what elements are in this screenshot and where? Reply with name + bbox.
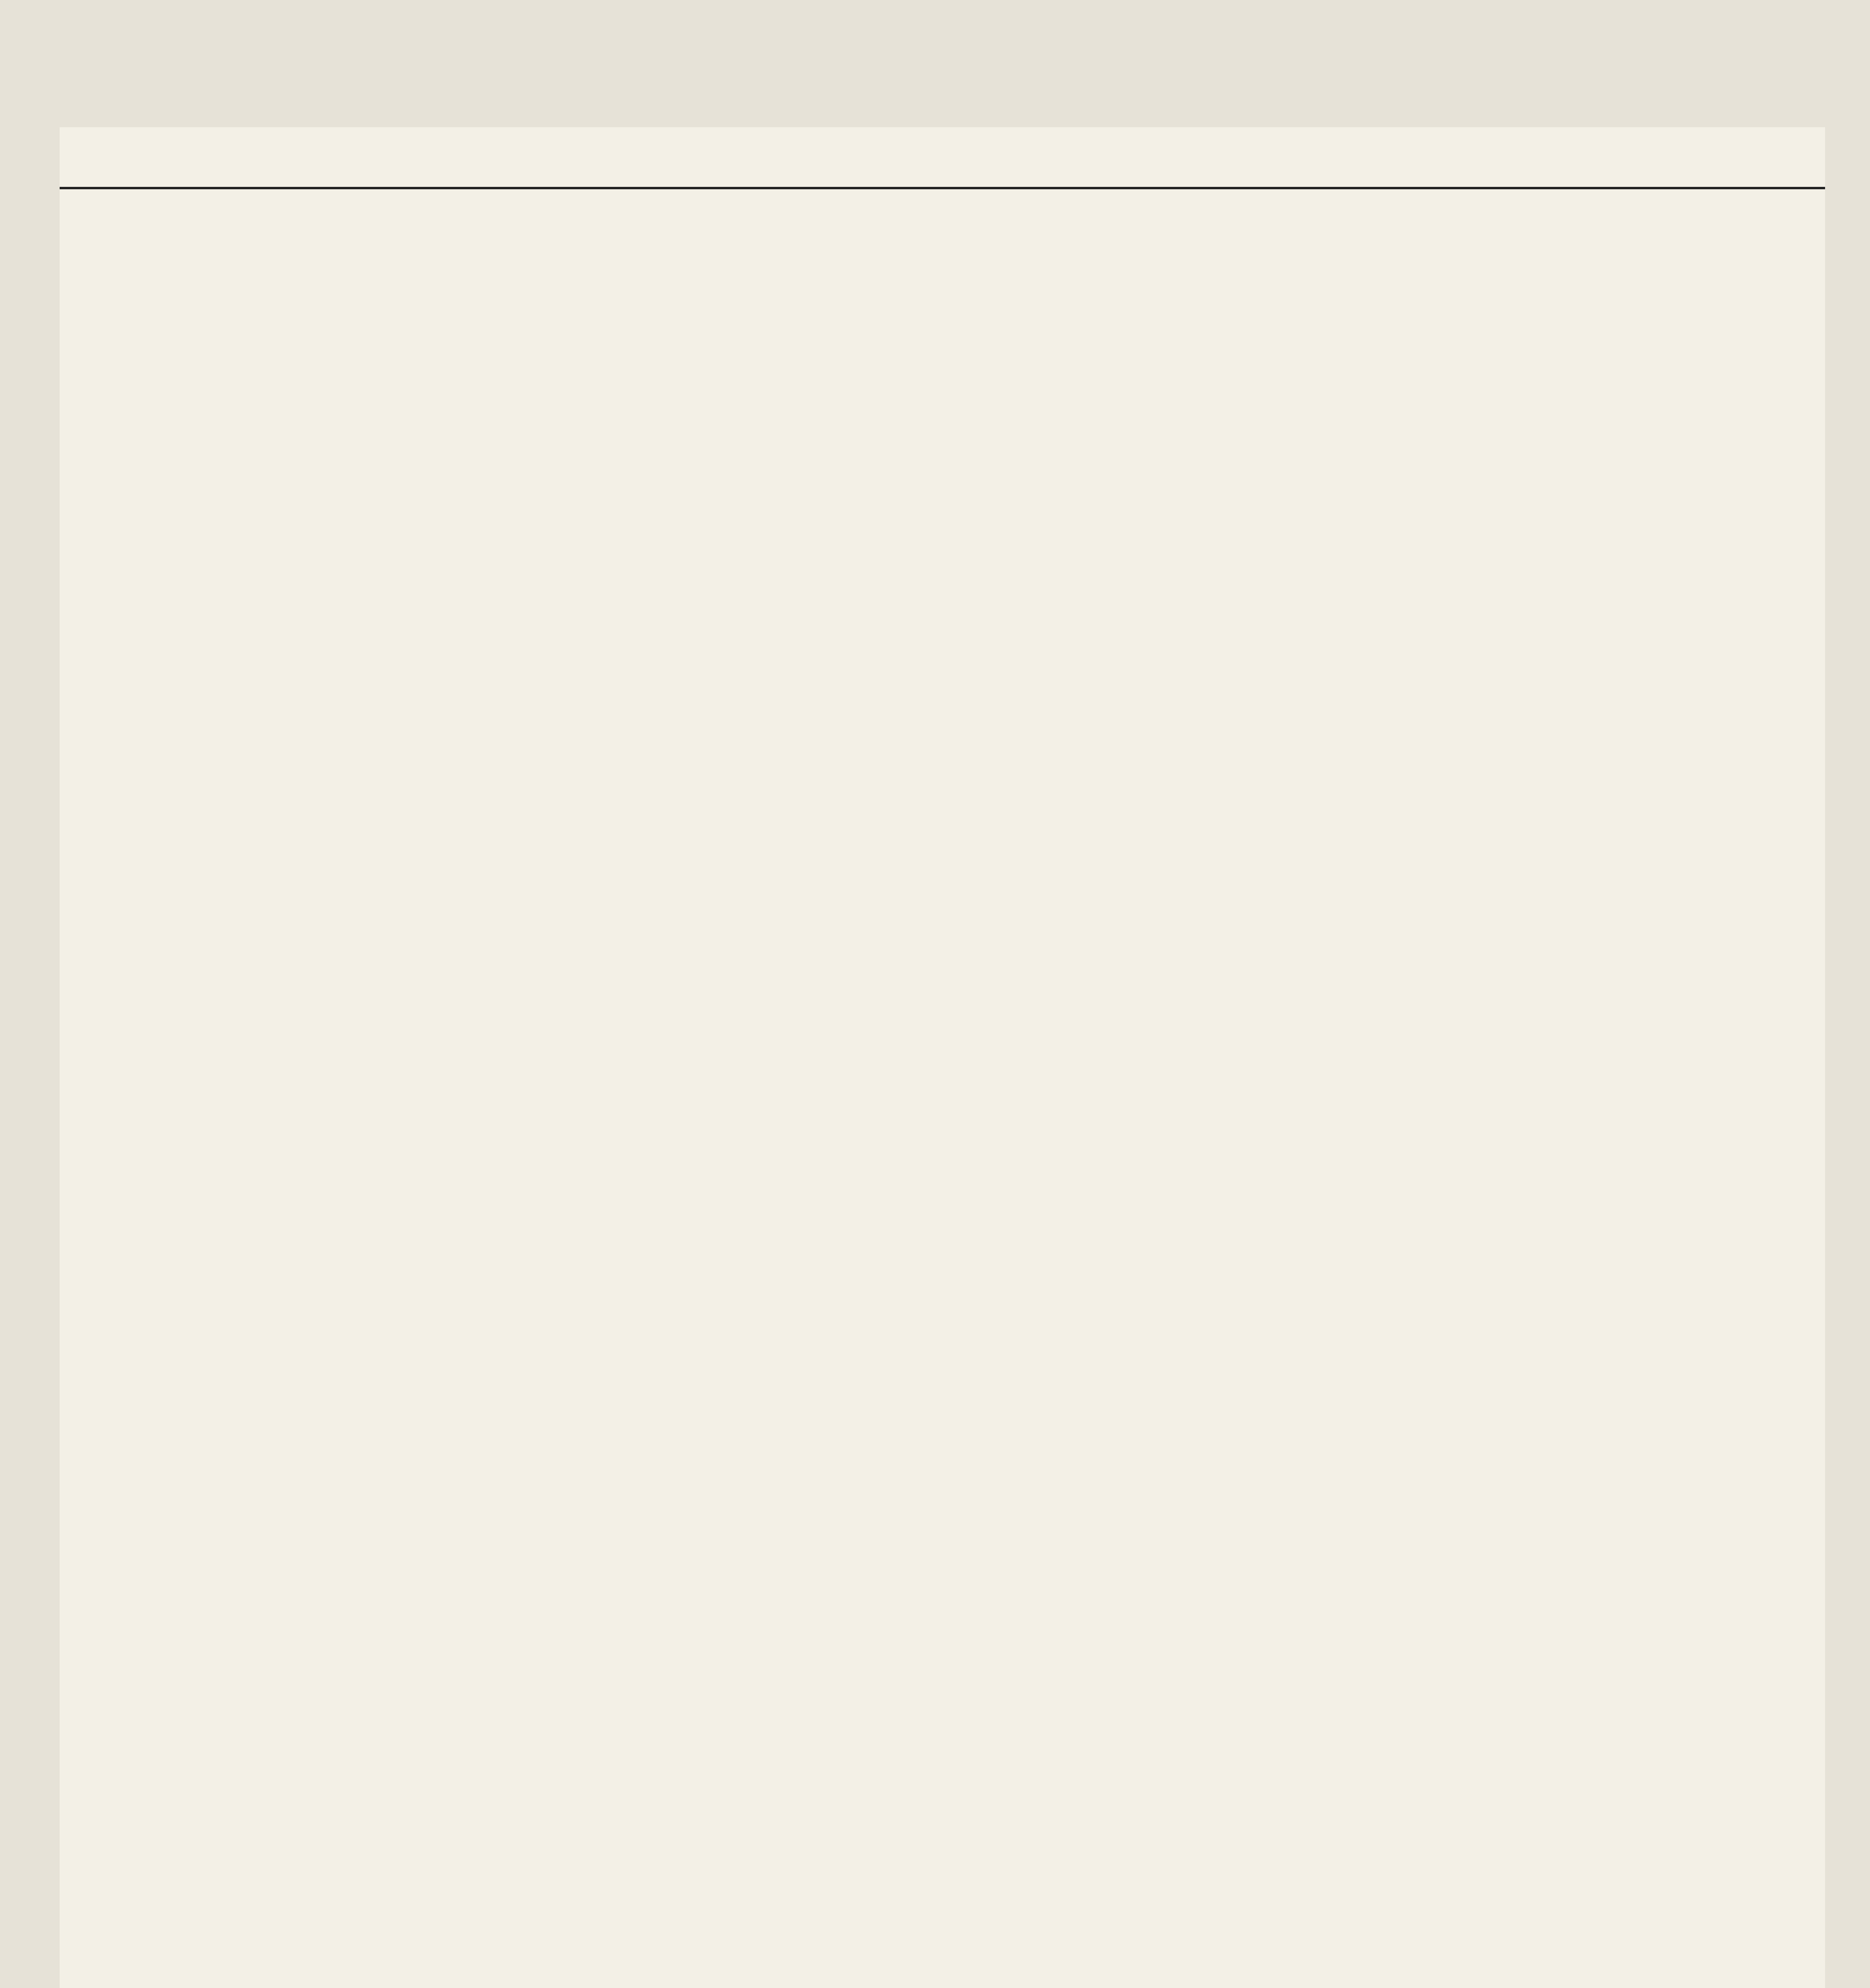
newspaper-page: [60, 127, 1825, 1988]
page-header: [60, 127, 1825, 189]
